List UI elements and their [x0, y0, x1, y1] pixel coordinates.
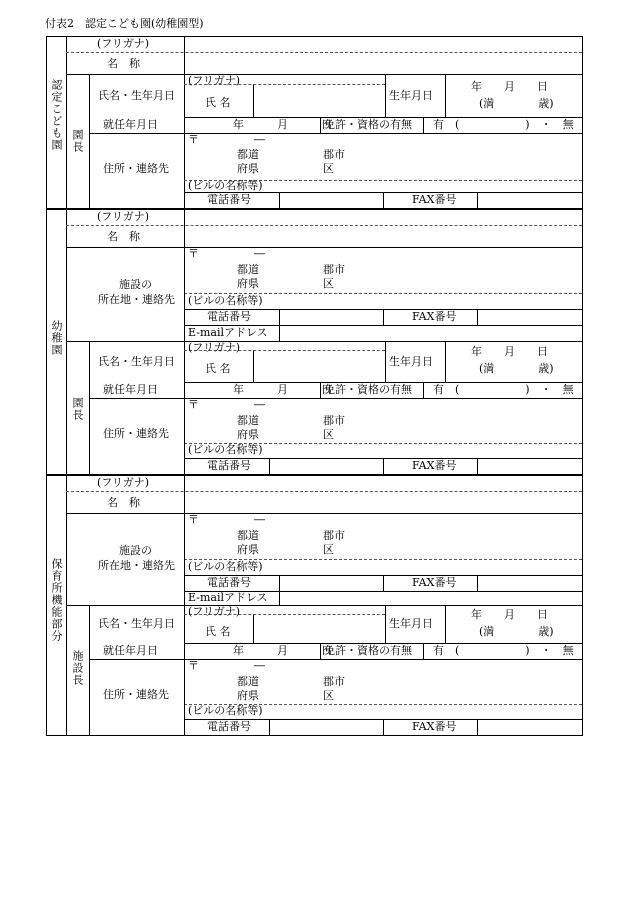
name-label: 名 称	[107, 496, 140, 509]
building-label: (ビルの名称等)	[188, 179, 263, 192]
postal-mark: 〒 ―	[188, 513, 265, 526]
section-hoikusho	[47, 476, 582, 735]
birthdate-label: 生年月日	[389, 355, 433, 368]
encho-label: 園長	[71, 129, 84, 153]
license-options: 有 ( ) ・ 無	[433, 644, 574, 657]
birthdate-label: 生年月日	[389, 617, 433, 630]
location-contact-label: 所在地・連絡先	[98, 293, 175, 306]
name-birth-label: 氏名・生年月日	[98, 355, 175, 368]
fuken-label: 府県	[237, 162, 259, 175]
appointment-date-value: 年 月 日	[233, 118, 332, 131]
gunshi-label: 郡市	[323, 414, 345, 427]
facility-label: 施設の	[119, 544, 152, 557]
fax-label: FAX番号	[412, 193, 457, 206]
fax-label: FAX番号	[412, 310, 457, 323]
section-youchien	[47, 210, 582, 474]
document-title: 付表2 認定こども園(幼稚園型)	[45, 17, 204, 30]
address-contact-label: 住所・連絡先	[103, 427, 169, 440]
ku-label: 区	[323, 543, 334, 556]
postal-mark: 〒 ―	[188, 398, 265, 411]
furigana-label: (フリガナ)	[188, 74, 241, 87]
postal-mark: 〒 ―	[188, 247, 265, 260]
todo-label: 都道	[237, 414, 259, 427]
tel-label: 電話番号	[207, 720, 251, 733]
todo-label: 都道	[237, 263, 259, 276]
shisetsucho-label: 施設長	[71, 650, 84, 686]
fax-label: FAX番号	[412, 576, 457, 589]
location-contact-label: 所在地・連絡先	[98, 559, 175, 572]
fuken-label: 府県	[237, 689, 259, 702]
name-birth-label: 氏名・生年月日	[98, 89, 175, 102]
ku-label: 区	[323, 689, 334, 702]
license-label: 免許・資格の有無	[324, 383, 412, 396]
age-label: (満 歳)	[479, 97, 554, 110]
address-contact-label: 住所・連絡先	[103, 162, 169, 175]
furigana-label: (フリガナ)	[97, 210, 150, 223]
shimei-label: 氏 名	[205, 96, 231, 109]
tel-label: 電話番号	[207, 193, 251, 206]
encho-label: 園長	[71, 397, 84, 421]
furigana-label: (フリガナ)	[188, 605, 241, 618]
building-label: (ビルの名称等)	[188, 294, 263, 307]
gunshi-label: 郡市	[323, 148, 345, 161]
license-label: 免許・資格の有無	[324, 644, 412, 657]
fuken-label: 府県	[237, 428, 259, 441]
tel-label: 電話番号	[207, 459, 251, 472]
age-label: (満 歳)	[479, 625, 554, 638]
gunshi-label: 郡市	[323, 529, 345, 542]
gunshi-label: 郡市	[323, 263, 345, 276]
name-label: 名 称	[107, 57, 140, 70]
tel-label: 電話番号	[207, 310, 251, 323]
license-options: 有 ( ) ・ 無	[433, 118, 574, 131]
todo-label: 都道	[237, 529, 259, 542]
ymd-label: 年 月 日	[471, 608, 548, 621]
ku-label: 区	[323, 277, 334, 290]
postal-mark: 〒 ―	[188, 133, 265, 146]
name-label: 名 称	[107, 230, 140, 243]
building-label: (ビルの名称等)	[188, 560, 263, 573]
appointment-date-label: 就任年月日	[103, 383, 158, 396]
form-table	[46, 36, 583, 736]
appointment-date-value: 年 月 日	[233, 644, 332, 657]
name-birth-label: 氏名・生年月日	[98, 617, 175, 630]
email-label: E-mailアドレス	[188, 326, 268, 339]
todo-label: 都道	[237, 148, 259, 161]
shimei-label: 氏 名	[205, 625, 231, 638]
section-label-youchien: 幼稚園	[50, 320, 63, 356]
ymd-label: 年 月 日	[471, 80, 548, 93]
ku-label: 区	[323, 428, 334, 441]
postal-mark: 〒 ―	[188, 659, 265, 672]
furigana-label: (フリガナ)	[97, 476, 150, 489]
appointment-date-label: 就任年月日	[103, 118, 158, 131]
gunshi-label: 郡市	[323, 675, 345, 688]
building-label: (ビルの名称等)	[188, 443, 263, 456]
section-label-hoiku: 保育所機能部分	[50, 558, 63, 642]
ymd-label: 年 月 日	[471, 345, 548, 358]
tel-label: 電話番号	[207, 576, 251, 589]
section-nintei-kodomoen	[47, 37, 582, 208]
building-label: (ビルの名称等)	[188, 704, 263, 717]
section-label-nintei: 認定こども園	[50, 79, 63, 151]
ku-label: 区	[323, 162, 334, 175]
appointment-date-value: 年 月 日	[233, 383, 332, 396]
shimei-label: 氏 名	[205, 362, 231, 375]
furigana-label: (フリガナ)	[188, 341, 241, 354]
fax-label: FAX番号	[412, 459, 457, 472]
email-label: E-mailアドレス	[188, 591, 268, 604]
fax-label: FAX番号	[412, 720, 457, 733]
facility-label: 施設の	[119, 278, 152, 291]
fuken-label: 府県	[237, 277, 259, 290]
appointment-date-label: 就任年月日	[103, 644, 158, 657]
todo-label: 都道	[237, 675, 259, 688]
age-label: (満 歳)	[479, 362, 554, 375]
address-contact-label: 住所・連絡先	[103, 688, 169, 701]
birthdate-label: 生年月日	[389, 89, 433, 102]
furigana-label: (フリガナ)	[97, 37, 150, 50]
license-options: 有 ( ) ・ 無	[433, 383, 574, 396]
fuken-label: 府県	[237, 543, 259, 556]
license-label: 免許・資格の有無	[324, 118, 412, 131]
